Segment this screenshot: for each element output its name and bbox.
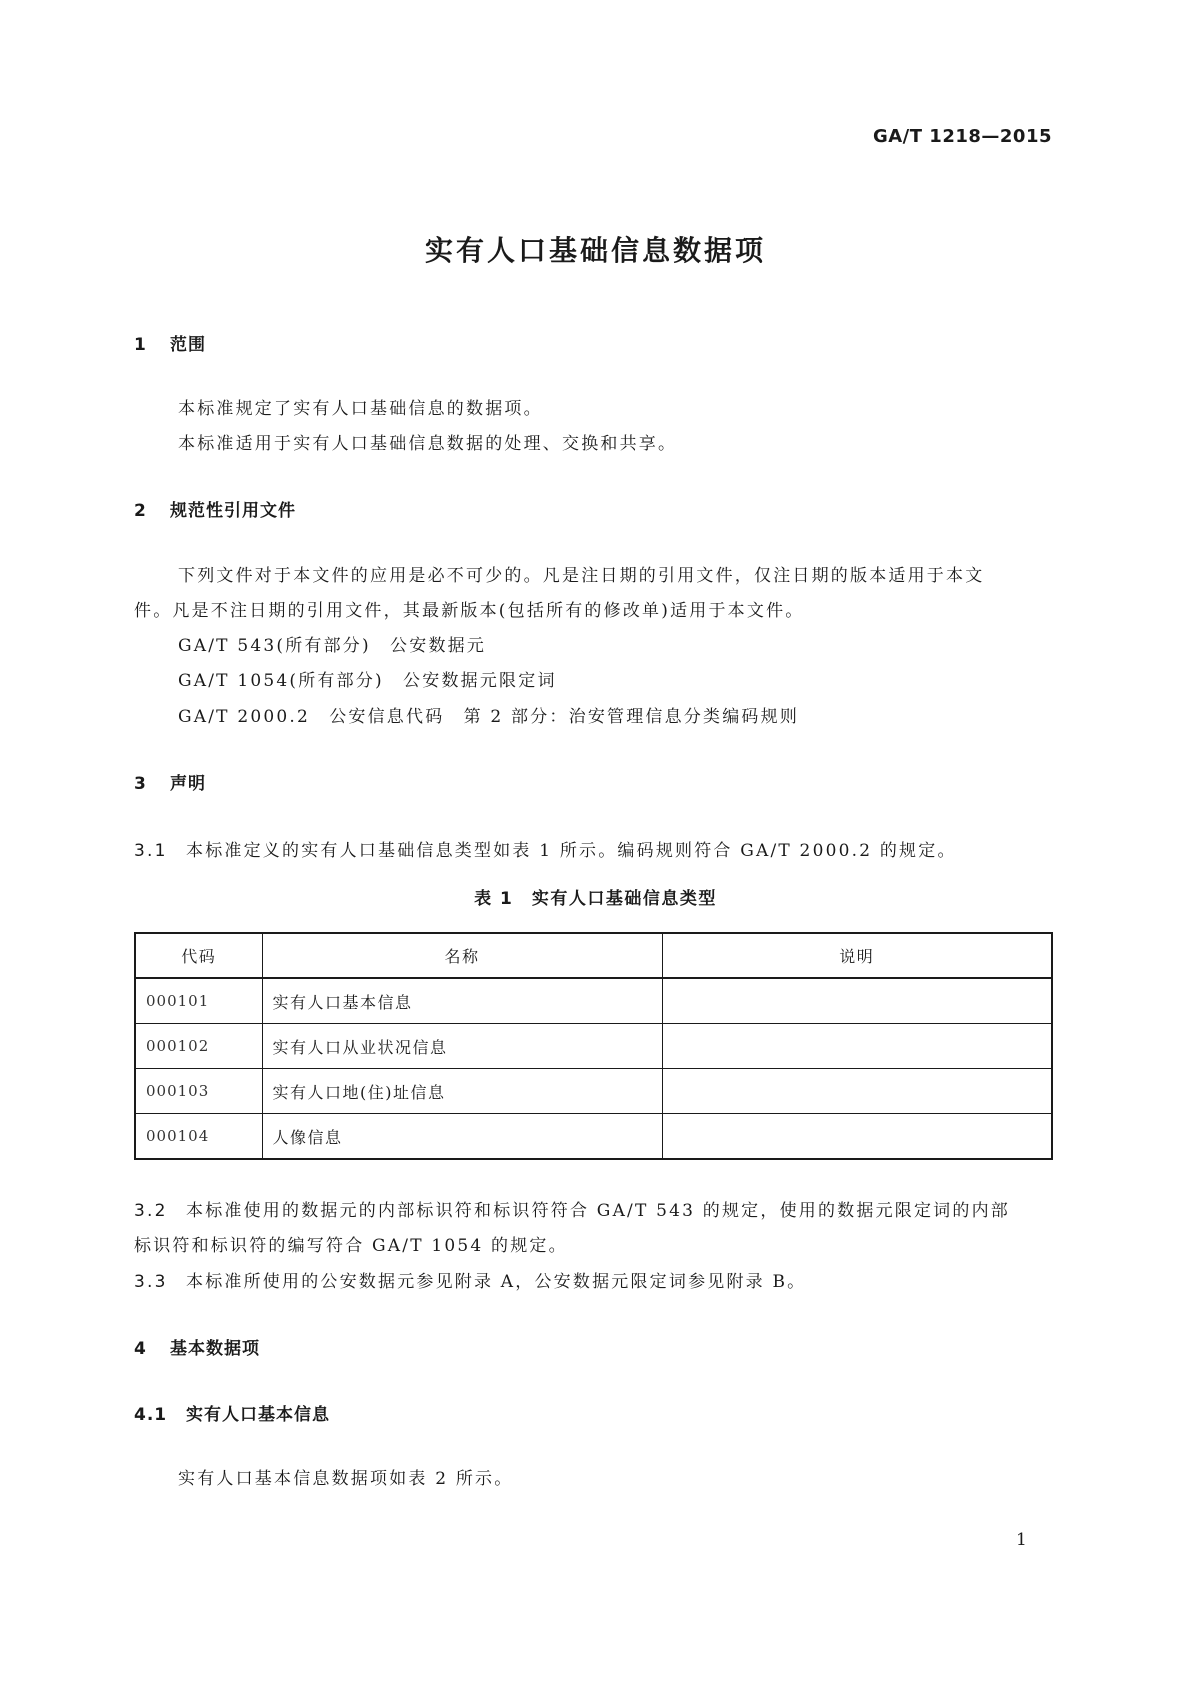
clause-3-2: 3.2 本标准使用的数据元的内部标识符和标识符符合 GA/T 543 的规定，使用的数据元限定词的内部	[134, 1201, 1010, 1221]
table-row	[135, 978, 1052, 1024]
clause-3-3: 3.3 本标准所使用的公安数据元参见附录 A，公安数据元限定词参见附录 B。	[134, 1272, 807, 1292]
subsection-4-1-heading: 4.1 实有人口基本信息	[134, 1405, 330, 1425]
cell-name: 人像信息	[262, 1114, 662, 1160]
column-header-desc: 说明	[662, 933, 1052, 978]
table-row	[135, 1069, 1052, 1114]
cell-name: 实有人口基本信息	[262, 978, 662, 1024]
page-number: 1	[1016, 1530, 1027, 1550]
table-1	[134, 932, 1053, 1160]
section-2-intro: 下列文件对于本文件的应用是必不可少的。凡是注日期的引用文件，仅注日期的版本适用于本文	[178, 566, 985, 586]
table-1-caption: 表 1 实有人口基础信息类型	[474, 889, 717, 909]
section-4-heading: 4 基本数据项	[134, 1339, 260, 1359]
table-header-row	[135, 933, 1052, 978]
section-1-paragraph: 本标准规定了实有人口基础信息的数据项。	[178, 399, 543, 419]
cell-desc	[662, 978, 1052, 1024]
cell-desc	[662, 1114, 1052, 1160]
column-header-code: 代码	[135, 933, 262, 978]
cell-desc	[662, 1024, 1052, 1069]
cell-code: 000103	[135, 1069, 262, 1114]
clause-3-1: 3.1 本标准定义的实有人口基础信息类型如表 1 所示。编码规则符合 GA/T 2000.2 的规定。	[134, 841, 957, 861]
normative-reference: GA/T 1054(所有部分) 公安数据元限定词	[178, 671, 557, 691]
table-row	[135, 1114, 1052, 1160]
section-2-intro: 件。凡是不注日期的引用文件，其最新版本(包括所有的修改单)适用于本文件。	[134, 601, 805, 621]
document-title: 实有人口基础信息数据项	[424, 234, 766, 267]
cell-code: 000102	[135, 1024, 262, 1069]
section-1-heading: 1 范围	[134, 335, 206, 355]
cell-desc	[662, 1069, 1052, 1114]
normative-reference: GA/T 543(所有部分) 公安数据元	[178, 636, 487, 656]
column-header-name: 名称	[262, 933, 662, 978]
standard-number: GA/T 1218—2015	[872, 126, 1052, 147]
section-3-heading: 3 声明	[134, 774, 206, 794]
cell-name: 实有人口地(住)址信息	[262, 1069, 662, 1114]
cell-code: 000104	[135, 1114, 262, 1160]
cell-name: 实有人口从业状况信息	[262, 1024, 662, 1069]
table-row	[135, 1024, 1052, 1069]
section-1-paragraph: 本标准适用于实有人口基础信息数据的处理、交换和共享。	[178, 434, 678, 454]
normative-reference: GA/T 2000.2 公安信息代码 第 2 部分：治安管理信息分类编码规则	[178, 707, 800, 727]
cell-code: 000101	[135, 978, 262, 1024]
subsection-4-1-text: 实有人口基本信息数据项如表 2 所示。	[178, 1469, 514, 1489]
section-2-heading: 2 规范性引用文件	[134, 501, 296, 521]
clause-3-2-continued: 标识符和标识符的编写符合 GA/T 1054 的规定。	[134, 1236, 568, 1256]
